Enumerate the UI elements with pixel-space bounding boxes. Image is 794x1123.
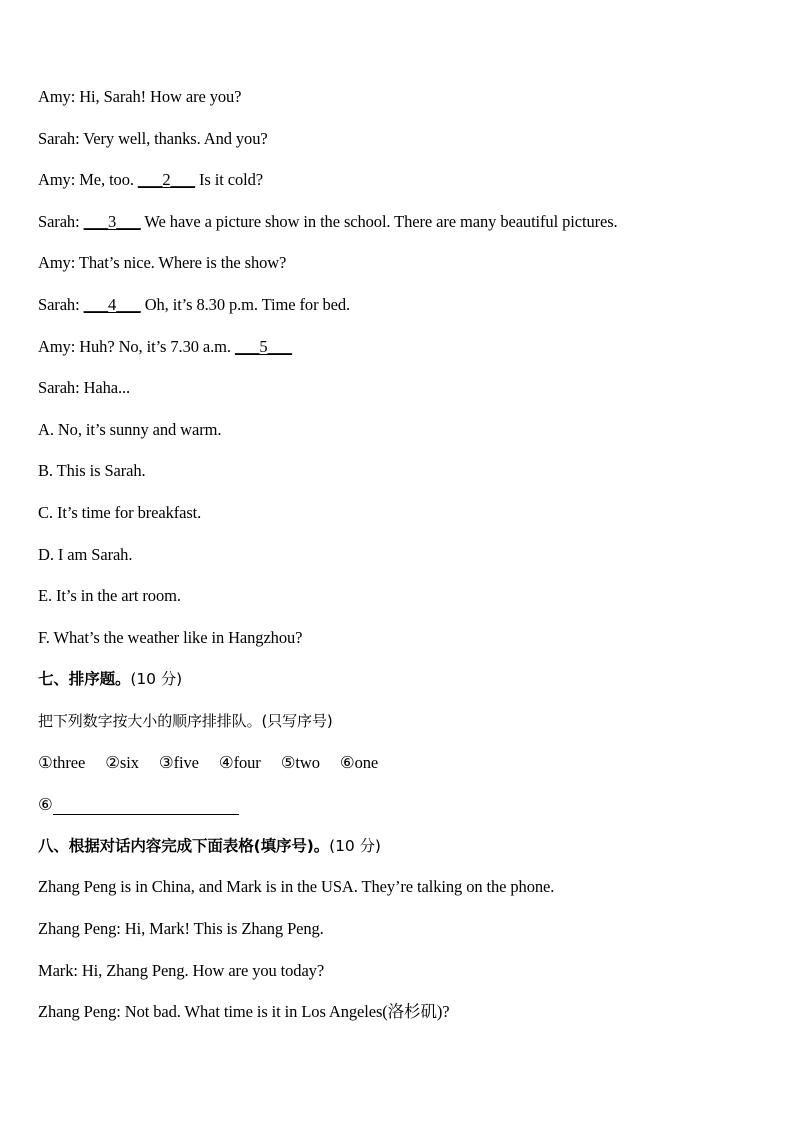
answer-blank-2[interactable]: ___2___	[137, 170, 195, 189]
section-7-heading	[38, 669, 182, 689]
section-8-line-2: Zhang Peng: Hi, Mark! This is Zhang Peng.	[38, 919, 324, 938]
section-8-line-4: Zhang Peng: Not bad. What time is it in Los Angeles(洛杉矶)?	[38, 1002, 450, 1021]
number-item: ③five	[158, 753, 199, 772]
section-title: 八、根据对话内容完成下面表格(填序号)。	[38, 837, 330, 855]
speaker: Sarah:	[38, 212, 80, 231]
dialogue-line-5	[38, 253, 286, 273]
number-item: ⑥one	[339, 753, 379, 772]
dialogue-line-7	[38, 337, 292, 357]
answer-prefix: ⑥	[38, 795, 53, 814]
speaker: Amy:	[38, 253, 76, 272]
option-c: C. It’s time for breakfast.	[38, 503, 202, 522]
dialogue-line-6	[38, 295, 350, 315]
answer-blank-5[interactable]: ___5___	[234, 337, 292, 356]
line-text: Haha...	[83, 378, 131, 397]
speaker: Sarah:	[38, 295, 80, 314]
speaker: Amy:	[38, 87, 76, 106]
dialogue-line-1	[38, 87, 241, 107]
answer-blank-4[interactable]: ___4___	[83, 295, 141, 314]
section-8-line-1: Zhang Peng is in China, and Mark is in the USA. They’re talking on the phone.	[38, 877, 555, 896]
line-text: We have a picture show in the school. There are many beautiful pictures.	[144, 212, 618, 231]
section-score: (10 分)	[329, 837, 381, 855]
line-text: Hi, Sarah! How are you?	[79, 87, 242, 106]
speaker: Amy:	[38, 170, 76, 189]
option-a: A. No, it’s sunny and warm.	[38, 420, 222, 439]
number-item: ①three	[38, 753, 86, 772]
answer-blank-3[interactable]: ___3___	[83, 212, 141, 231]
speaker: Sarah:	[38, 129, 80, 148]
number-word-list	[38, 753, 394, 773]
number-item: ⑤two	[280, 753, 320, 772]
line-text: Huh? No, it’s 7.30 a.m.	[79, 337, 231, 356]
dialogue-line-8	[38, 378, 130, 398]
dialogue-line-4	[38, 212, 618, 232]
line-text: That’s nice. Where is the show?	[78, 253, 287, 272]
ordering-answer	[38, 795, 239, 815]
option-b: B. This is Sarah.	[38, 461, 146, 480]
number-item: ②six	[105, 753, 139, 772]
section-8-heading	[38, 836, 381, 856]
option-e: E. It’s in the art room.	[38, 586, 181, 605]
option-f: F. What’s the weather like in Hangzhou?	[38, 628, 303, 647]
line-text: Is it cold?	[199, 170, 263, 189]
line-text: Me, too.	[79, 170, 134, 189]
line-text: Very well, thanks. And you?	[83, 129, 268, 148]
number-item: ④four	[218, 753, 261, 772]
dialogue-line-2	[38, 129, 268, 149]
speaker: Amy:	[38, 337, 76, 356]
section-score: (10 分)	[130, 670, 183, 688]
section-8-line-3: Mark: Hi, Zhang Peng. How are you today?	[38, 961, 325, 980]
speaker: Sarah:	[38, 378, 80, 397]
dialogue-line-3	[38, 170, 263, 190]
ordering-answer-field[interactable]	[53, 798, 239, 815]
line-text: Oh, it’s 8.30 p.m. Time for bed.	[144, 295, 351, 314]
option-d: D. I am Sarah.	[38, 545, 133, 564]
section-title: 七、排序题。	[38, 670, 131, 688]
section-7-instruction: 把下列数字按大小的顺序排排队。(只写序号)	[38, 712, 333, 730]
